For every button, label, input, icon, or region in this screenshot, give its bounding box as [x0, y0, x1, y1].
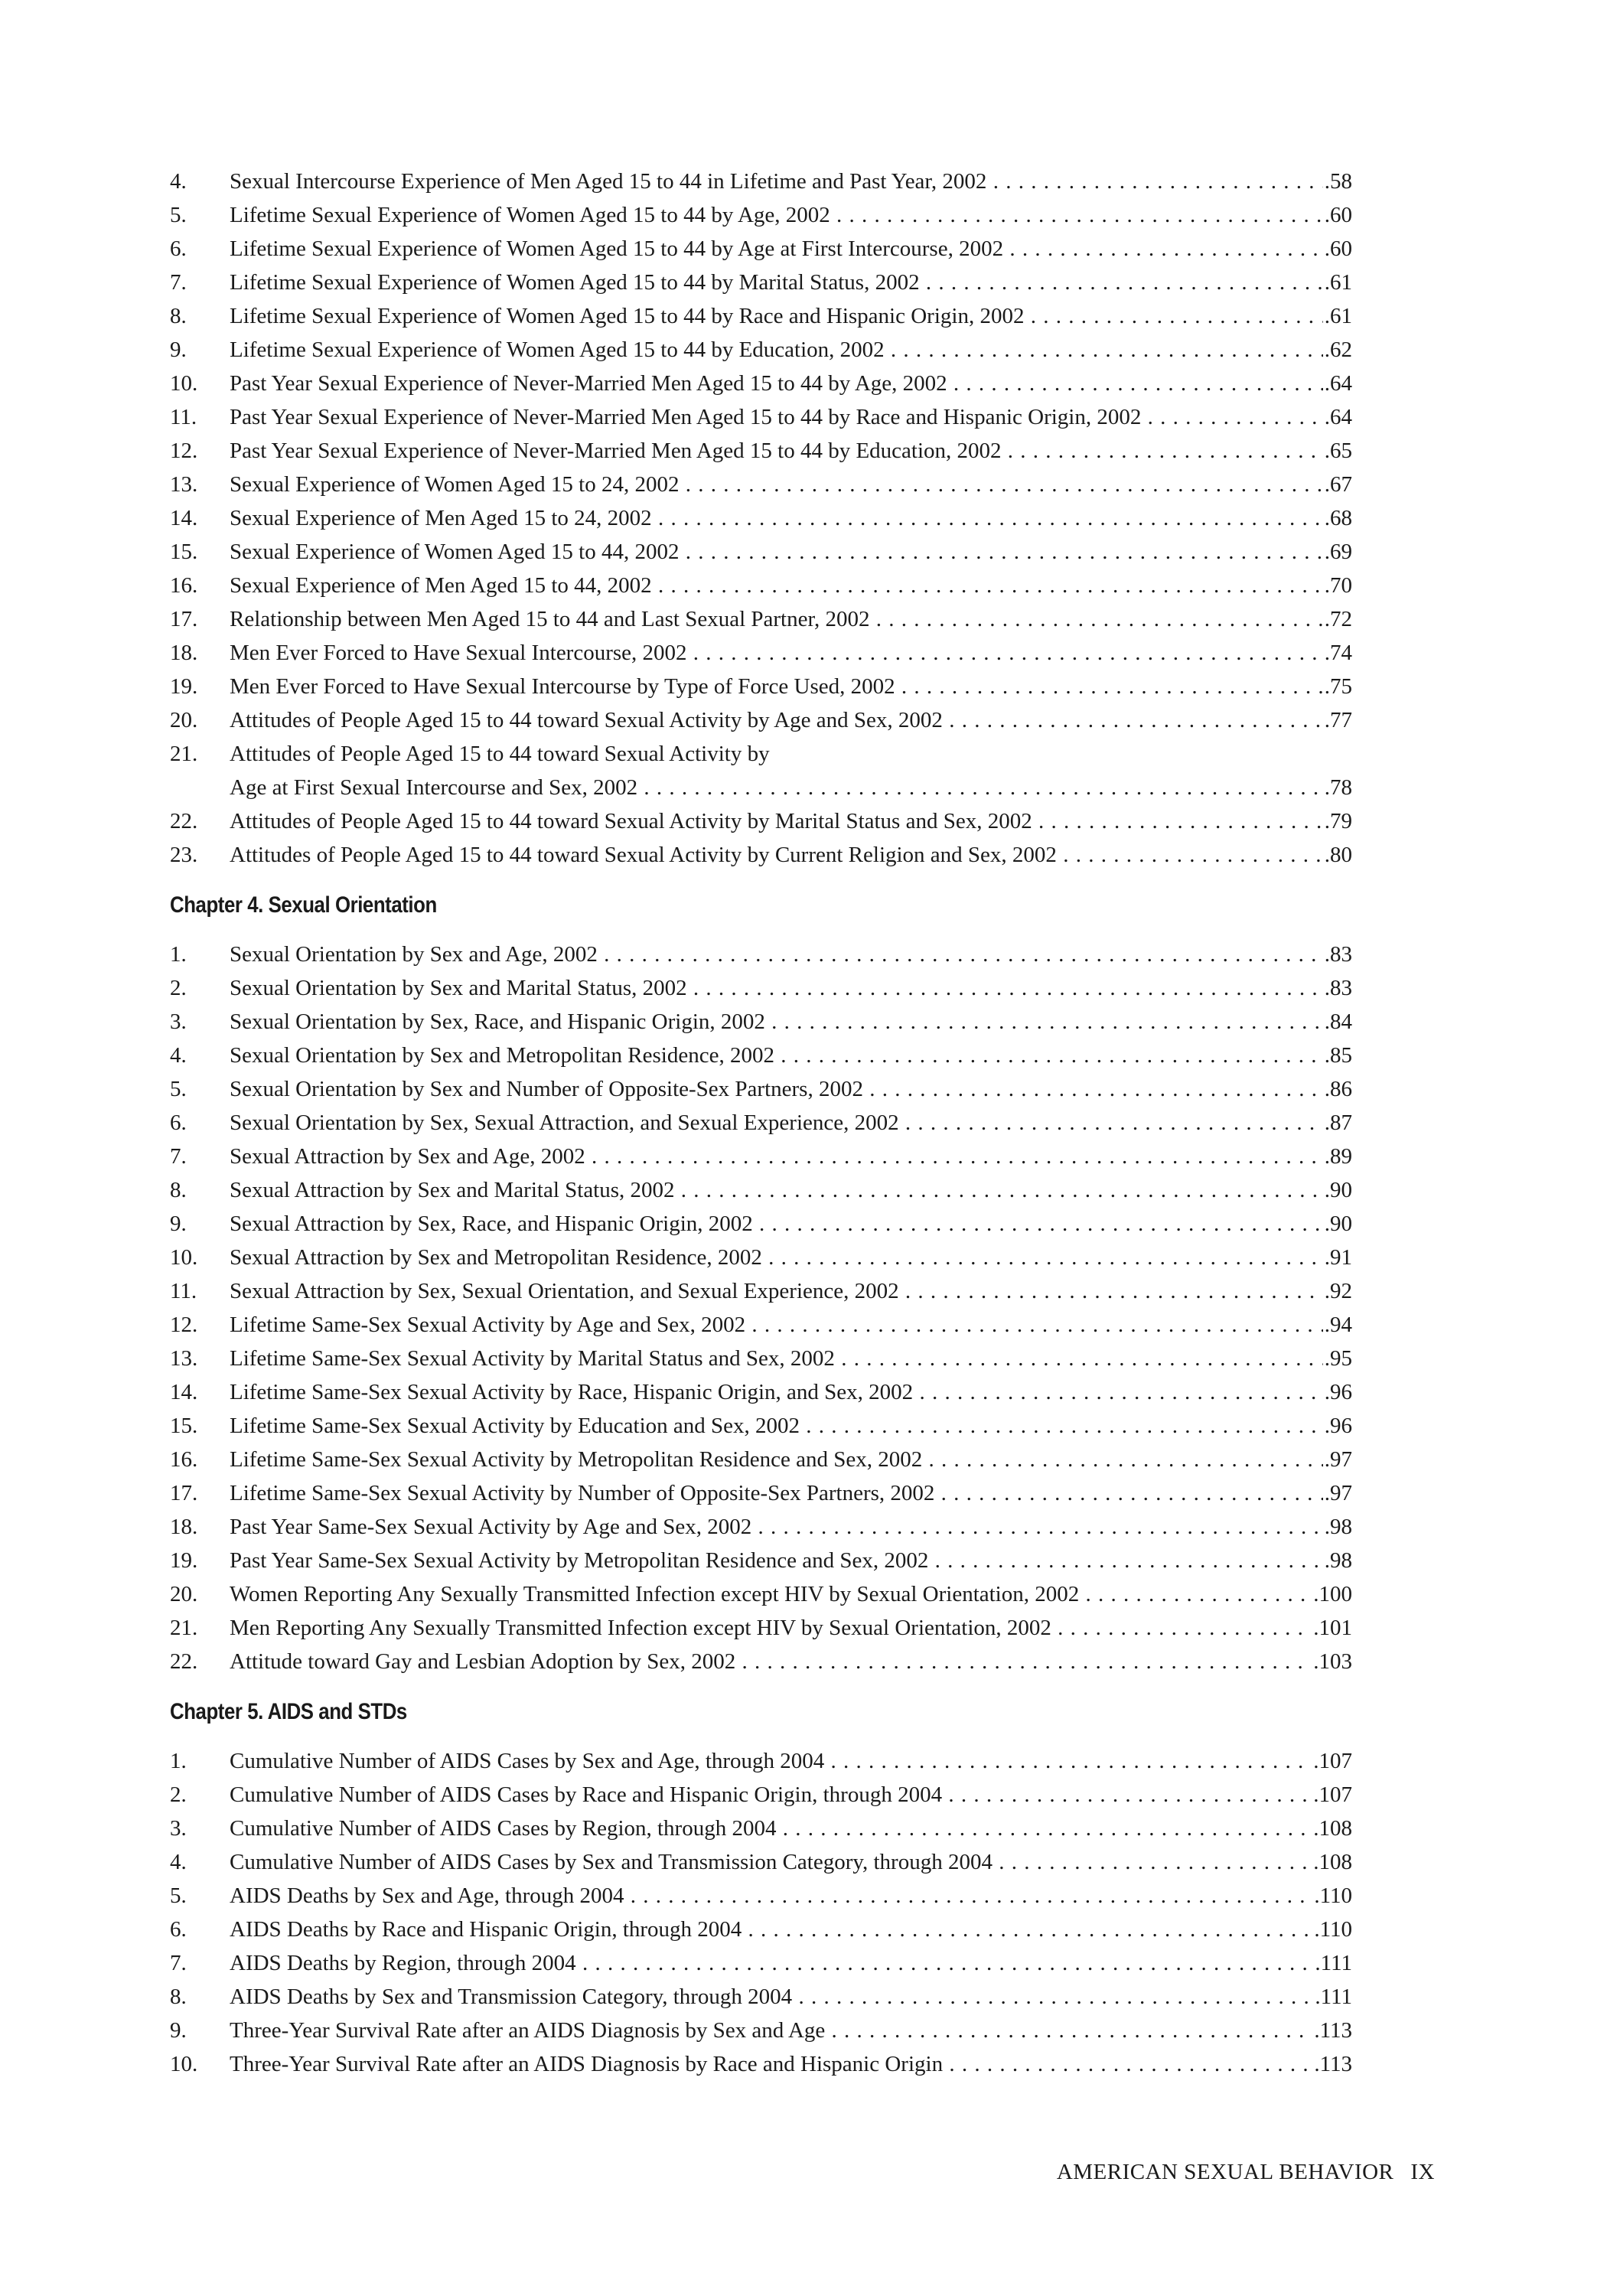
toc-entry: [170, 804, 1352, 838]
entry-page: .90: [1323, 1173, 1352, 1207]
toc-entry-continuation: [170, 771, 1352, 804]
entry-page: .60: [1323, 232, 1352, 266]
toc-entry: [170, 1005, 1352, 1039]
entry-title: Past Year Sexual Experience of Never-Married Men Aged 15 to 44 by Race and Hispanic Origin, 2002 . . .: [230, 400, 1352, 434]
entry-title: Men Ever Forced to Have Sexual Intercourse by Type of Force Used, 2002 . . .: [230, 670, 1352, 703]
entry-number: 23.: [170, 843, 198, 867]
entry-number: 15.: [170, 1414, 198, 1438]
toc-entry: [170, 1476, 1352, 1510]
entry-title: Lifetime Sexual Experience of Women Aged 15 to 44 by Marital Status, 2002 . . .: [230, 266, 1352, 299]
chapter-4-entries: [170, 938, 1352, 1678]
toc-entry: [170, 602, 1352, 636]
entry-number: 22.: [170, 1649, 198, 1674]
entry-title: Sexual Intercourse Experience of Men Aged 15 to 44 in Lifetime and Past Year, 2002 . . .: [230, 165, 1352, 198]
toc-entry: [170, 1645, 1352, 1678]
entry-number: 13.: [170, 472, 198, 497]
toc-entry: [170, 501, 1352, 535]
entry-number: 15.: [170, 540, 198, 564]
entry-title: Sexual Attraction by Sex, Sexual Orientation, and Sexual Experience, 2002 . . .: [230, 1274, 1352, 1308]
entry-number: 9.: [170, 1212, 187, 1236]
entry-title: Cumulative Number of AIDS Cases by Region, through 2004 . . .: [230, 1812, 1352, 1845]
entry-number: 12.: [170, 439, 198, 463]
entry-number: 17.: [170, 1481, 198, 1505]
entry-page: .68: [1323, 501, 1352, 535]
entry-title: Sexual Experience of Men Aged 15 to 24, 2002 . . .: [230, 501, 1352, 535]
toc-entry: [170, 232, 1352, 266]
entry-number: 17.: [170, 607, 198, 631]
entry-number: 8.: [170, 304, 187, 328]
toc-entry: [170, 1173, 1352, 1207]
entry-title: Sexual Orientation by Sex, Race, and Hispanic Origin, 2002 . . .: [230, 1005, 1352, 1039]
entry-page: .111: [1313, 1980, 1352, 2014]
entry-number: 22.: [170, 809, 198, 833]
toc-entry: [170, 838, 1352, 872]
entry-page: .110: [1312, 1879, 1352, 1913]
entry-title: Women Reporting Any Sexually Transmitted Infection except HIV by Sexual Orientation, 2002 . . .: [230, 1577, 1352, 1611]
entry-number: 4.: [170, 169, 187, 194]
entry-page: .110: [1312, 1913, 1352, 1946]
toc-entry: [170, 1577, 1352, 1611]
entry-number: 7.: [170, 1144, 187, 1169]
entry-number: 10.: [170, 1245, 198, 1270]
toc-entry: [170, 1544, 1352, 1577]
entry-page: .91: [1323, 1241, 1352, 1274]
entry-title-continued: Age at First Sexual Intercourse and Sex, 2002 . . .: [230, 771, 1352, 804]
entry-page: .103: [1312, 1645, 1352, 1678]
entry-number: 2.: [170, 976, 187, 1000]
entry-title: AIDS Deaths by Sex and Transmission Category, through 2004 . . .: [230, 1980, 1352, 2014]
entry-title: Past Year Same-Sex Sexual Activity by Age and Sex, 2002 . . .: [230, 1510, 1352, 1544]
entry-page: .87: [1323, 1106, 1352, 1140]
toc-entry: [170, 938, 1352, 971]
entry-title: Attitudes of People Aged 15 to 44 toward Sexual Activity by: [230, 742, 770, 766]
toc-entry: [170, 1980, 1352, 2014]
entry-page: .72: [1323, 602, 1352, 636]
entry-number: 4.: [170, 1043, 187, 1068]
entry-title: Cumulative Number of AIDS Cases by Race and Hispanic Origin, through 2004 . . .: [230, 1778, 1352, 1812]
entry-number: 13.: [170, 1346, 198, 1371]
entry-title: Sexual Attraction by Sex and Marital Status, 2002 . . .: [230, 1173, 1352, 1207]
entry-title: Lifetime Same-Sex Sexual Activity by Metropolitan Residence and Sex, 2002 . . .: [230, 1443, 1352, 1476]
entry-number: 3.: [170, 1009, 187, 1034]
entry-title: Lifetime Sexual Experience of Women Aged 15 to 44 by Age at First Intercourse, 2002 . . .: [230, 232, 1352, 266]
entry-title: Sexual Experience of Men Aged 15 to 44, 2002 . . .: [230, 569, 1352, 602]
toc-entry: [170, 367, 1352, 400]
toc-entry: [170, 1913, 1352, 1946]
entry-title: Sexual Experience of Women Aged 15 to 24, 2002 . . .: [230, 468, 1352, 501]
toc-entry: [170, 703, 1352, 737]
entry-number: 19.: [170, 1548, 198, 1573]
toc-entry: [170, 1375, 1352, 1409]
entry-page: .61: [1323, 266, 1352, 299]
entry-number: 7.: [170, 270, 187, 295]
entry-title: Lifetime Sexual Experience of Women Aged 15 to 44 by Race and Hispanic Origin, 2002 . . .: [230, 299, 1352, 333]
entry-page: .113: [1312, 2014, 1352, 2047]
entry-page: .83: [1323, 971, 1352, 1005]
entry-page: .69: [1323, 535, 1352, 569]
entry-page: .84: [1323, 1005, 1352, 1039]
entry-title: Three-Year Survival Rate after an AIDS Diagnosis by Sex and Age . . .: [230, 2014, 1352, 2047]
page-number: IX: [1410, 2160, 1435, 2184]
toc-entry: [170, 1241, 1352, 1274]
toc-entry: [170, 434, 1352, 468]
entry-number: 6.: [170, 1110, 187, 1135]
entry-title: Sexual Orientation by Sex, Sexual Attraction, and Sexual Experience, 2002 . . .: [230, 1106, 1352, 1140]
entry-title: AIDS Deaths by Region, through 2004 . . .: [230, 1946, 1352, 1980]
entry-page: .107: [1312, 1744, 1352, 1778]
toc-entry: [170, 1510, 1352, 1544]
entry-number: 10.: [170, 371, 198, 396]
entry-title: Past Year Same-Sex Sexual Activity by Metropolitan Residence and Sex, 2002 . . .: [230, 1544, 1352, 1577]
entry-page: .61: [1323, 299, 1352, 333]
entry-number: 1.: [170, 1749, 187, 1773]
entry-number: 11.: [170, 1279, 197, 1303]
toc-entry: [170, 1946, 1352, 1980]
entry-title: Cumulative Number of AIDS Cases by Sex and Age, through 2004 . . .: [230, 1744, 1352, 1778]
entry-number: 14.: [170, 506, 198, 530]
entry-number: 9.: [170, 338, 187, 362]
entry-number: 21.: [170, 742, 198, 766]
entry-number: 18.: [170, 641, 198, 665]
entry-number: 2.: [170, 1782, 187, 1807]
toc-entry: [170, 1207, 1352, 1241]
chapter-3-entries: [170, 165, 1352, 872]
entry-title: Sexual Experience of Women Aged 15 to 44, 2002 . . .: [230, 535, 1352, 569]
entry-title: Lifetime Sexual Experience of Women Aged 15 to 44 by Education, 2002 . . .: [230, 333, 1352, 367]
entry-page: .74: [1323, 636, 1352, 670]
entry-page: .86: [1323, 1072, 1352, 1106]
entry-title: Past Year Sexual Experience of Never-Married Men Aged 15 to 44 by Age, 2002 . . .: [230, 367, 1352, 400]
toc-content: [170, 165, 1352, 2081]
entry-page: .67: [1323, 468, 1352, 501]
chapter-5-heading: Chapter 5. AIDS and STDs: [170, 1699, 407, 1724]
entry-title: Sexual Attraction by Sex, Race, and Hispanic Origin, 2002 . . .: [230, 1207, 1352, 1241]
entry-title: Attitudes of People Aged 15 to 44 toward Sexual Activity by Marital Status and Sex, 2002 . . .: [230, 804, 1352, 838]
toc-entry: [170, 1308, 1352, 1342]
entry-title: Relationship between Men Aged 15 to 44 and Last Sexual Partner, 2002 . . .: [230, 602, 1352, 636]
entry-number: 5.: [170, 1883, 187, 1908]
entry-title: Attitudes of People Aged 15 to 44 toward Sexual Activity by Current Religion and Sex, 2002 . . .: [230, 838, 1352, 872]
entry-page: .108: [1312, 1812, 1352, 1845]
toc-entry: [170, 299, 1352, 333]
toc-entry: [170, 1443, 1352, 1476]
entry-number: 16.: [170, 1447, 198, 1472]
entry-title: Sexual Orientation by Sex and Metropolitan Residence, 2002 . . .: [230, 1039, 1352, 1072]
entry-number: 4.: [170, 1850, 187, 1874]
chapter-5-entries: [170, 1744, 1352, 2081]
entry-page: .78: [1323, 771, 1352, 804]
entry-number: 19.: [170, 674, 198, 699]
entry-title: Attitude toward Gay and Lesbian Adoption by Sex, 2002 . . .: [230, 1645, 1352, 1678]
entry-number: 12.: [170, 1313, 198, 1337]
entry-number: 6.: [170, 1917, 187, 1942]
entry-page: .113: [1312, 2047, 1352, 2081]
entry-page: .100: [1312, 1577, 1352, 1611]
toc-entry: [170, 165, 1352, 198]
entry-page: .95: [1323, 1342, 1352, 1375]
toc-entry: [170, 535, 1352, 569]
entry-number: 7.: [170, 1951, 187, 1975]
entry-page: .64: [1323, 367, 1352, 400]
chapter-4-heading: Chapter 4. Sexual Orientation: [170, 892, 437, 918]
toc-entry: [170, 2047, 1352, 2081]
toc-entry: [170, 1611, 1352, 1645]
entry-title: Men Ever Forced to Have Sexual Intercourse, 2002 . . .: [230, 636, 1352, 670]
toc-entry: [170, 1274, 1352, 1308]
entry-number: 21.: [170, 1616, 198, 1640]
toc-entry: [170, 1039, 1352, 1072]
entry-page: .62: [1323, 333, 1352, 367]
entry-page: .107: [1312, 1778, 1352, 1812]
entry-title: Lifetime Same-Sex Sexual Activity by Race, Hispanic Origin, and Sex, 2002 . . .: [230, 1375, 1352, 1409]
entry-title: Sexual Attraction by Sex and Metropolitan Residence, 2002 . . .: [230, 1241, 1352, 1274]
entry-number: 8.: [170, 1985, 187, 2009]
entry-page: .80: [1323, 838, 1352, 872]
entry-title: Attitudes of People Aged 15 to 44 toward Sexual Activity by Age and Sex, 2002 . . .: [230, 703, 1352, 737]
entry-page: .85: [1323, 1039, 1352, 1072]
entry-title: Sexual Orientation by Sex and Age, 2002 . . .: [230, 938, 1352, 971]
toc-entry: [170, 468, 1352, 501]
page-footer: [1057, 2160, 1435, 2185]
entry-number: 10.: [170, 2052, 198, 2076]
toc-entry: [170, 1744, 1352, 1778]
entry-page: .75: [1323, 670, 1352, 703]
entry-number: 11.: [170, 405, 197, 429]
toc-entry: [170, 198, 1352, 232]
toc-entry: [170, 737, 1352, 771]
toc-entry: [170, 1409, 1352, 1443]
entry-page: .89: [1323, 1140, 1352, 1173]
entry-page: .96: [1323, 1409, 1352, 1443]
entry-number: 6.: [170, 236, 187, 261]
entry-title: Lifetime Sexual Experience of Women Aged 15 to 44 by Age, 2002 . . .: [230, 198, 1352, 232]
toc-entry: [170, 971, 1352, 1005]
toc-entry: [170, 266, 1352, 299]
entry-page: .97: [1323, 1476, 1352, 1510]
toc-entry: [170, 1778, 1352, 1812]
entry-number: 18.: [170, 1515, 198, 1539]
entry-title: AIDS Deaths by Sex and Age, through 2004 . . .: [230, 1879, 1352, 1913]
entry-title: Sexual Orientation by Sex and Marital Status, 2002 . . .: [230, 971, 1352, 1005]
entry-title: Sexual Attraction by Sex and Age, 2002 . . .: [230, 1140, 1352, 1173]
toc-entry: [170, 1072, 1352, 1106]
entry-number: 20.: [170, 708, 198, 732]
entry-title: Men Reporting Any Sexually Transmitted Infection except HIV by Sexual Orientation, 2002 . . .: [230, 1611, 1352, 1645]
entry-title: Lifetime Same-Sex Sexual Activity by Education and Sex, 2002 . . .: [230, 1409, 1352, 1443]
entry-title: Three-Year Survival Rate after an AIDS Diagnosis by Race and Hispanic Origin . . .: [230, 2047, 1352, 2081]
toc-entry: [170, 1879, 1352, 1913]
entry-page: .96: [1323, 1375, 1352, 1409]
entry-page: .101: [1312, 1611, 1352, 1645]
entry-number: 5.: [170, 1077, 187, 1101]
toc-entry: [170, 569, 1352, 602]
entry-number: 20.: [170, 1582, 198, 1606]
toc-entry: [170, 1140, 1352, 1173]
entry-number: 3.: [170, 1816, 187, 1841]
toc-entry: [170, 400, 1352, 434]
toc-entry: [170, 636, 1352, 670]
toc-entry: [170, 670, 1352, 703]
entry-title: Sexual Orientation by Sex and Number of Opposite-Sex Partners, 2002 . . .: [230, 1072, 1352, 1106]
toc-entry: [170, 1342, 1352, 1375]
entry-title: Lifetime Same-Sex Sexual Activity by Age and Sex, 2002 . . .: [230, 1308, 1352, 1342]
entry-page: .58: [1323, 165, 1352, 198]
entry-page: .98: [1323, 1510, 1352, 1544]
entry-number: 9.: [170, 2018, 187, 2043]
entry-page: .98: [1323, 1544, 1352, 1577]
entry-number: 8.: [170, 1178, 187, 1202]
toc-entry: [170, 1106, 1352, 1140]
entry-page: .108: [1312, 1845, 1352, 1879]
entry-title: AIDS Deaths by Race and Hispanic Origin, through 2004 . . .: [230, 1913, 1352, 1946]
toc-entry: [170, 2014, 1352, 2047]
entry-title: Lifetime Same-Sex Sexual Activity by Marital Status and Sex, 2002 . . .: [230, 1342, 1352, 1375]
entry-title: Cumulative Number of AIDS Cases by Sex and Transmission Category, through 2004 . . .: [230, 1845, 1352, 1879]
entry-page: .94: [1323, 1308, 1352, 1342]
entry-page: .60: [1323, 198, 1352, 232]
entry-page: .65: [1323, 434, 1352, 468]
entry-page: .70: [1323, 569, 1352, 602]
entry-page: .83: [1323, 938, 1352, 971]
entry-title: Past Year Sexual Experience of Never-Married Men Aged 15 to 44 by Education, 2002 . . .: [230, 434, 1352, 468]
entry-page: .92: [1323, 1274, 1352, 1308]
entry-page: .97: [1323, 1443, 1352, 1476]
entry-page: .90: [1323, 1207, 1352, 1241]
entry-number: 16.: [170, 573, 198, 598]
entry-page: .79: [1323, 804, 1352, 838]
running-title: AMERICAN SEXUAL BEHAVIOR: [1056, 2160, 1394, 2184]
entry-page: .64: [1323, 400, 1352, 434]
entry-page: .77: [1323, 703, 1352, 737]
entry-number: 1.: [170, 942, 187, 967]
entry-number: 5.: [170, 203, 187, 227]
entry-page: .111: [1313, 1946, 1352, 1980]
entry-title: Lifetime Same-Sex Sexual Activity by Number of Opposite-Sex Partners, 2002 . . .: [230, 1476, 1352, 1510]
entry-number: 14.: [170, 1380, 198, 1404]
toc-entry: [170, 1812, 1352, 1845]
toc-entry: [170, 1845, 1352, 1879]
toc-entry: [170, 333, 1352, 367]
